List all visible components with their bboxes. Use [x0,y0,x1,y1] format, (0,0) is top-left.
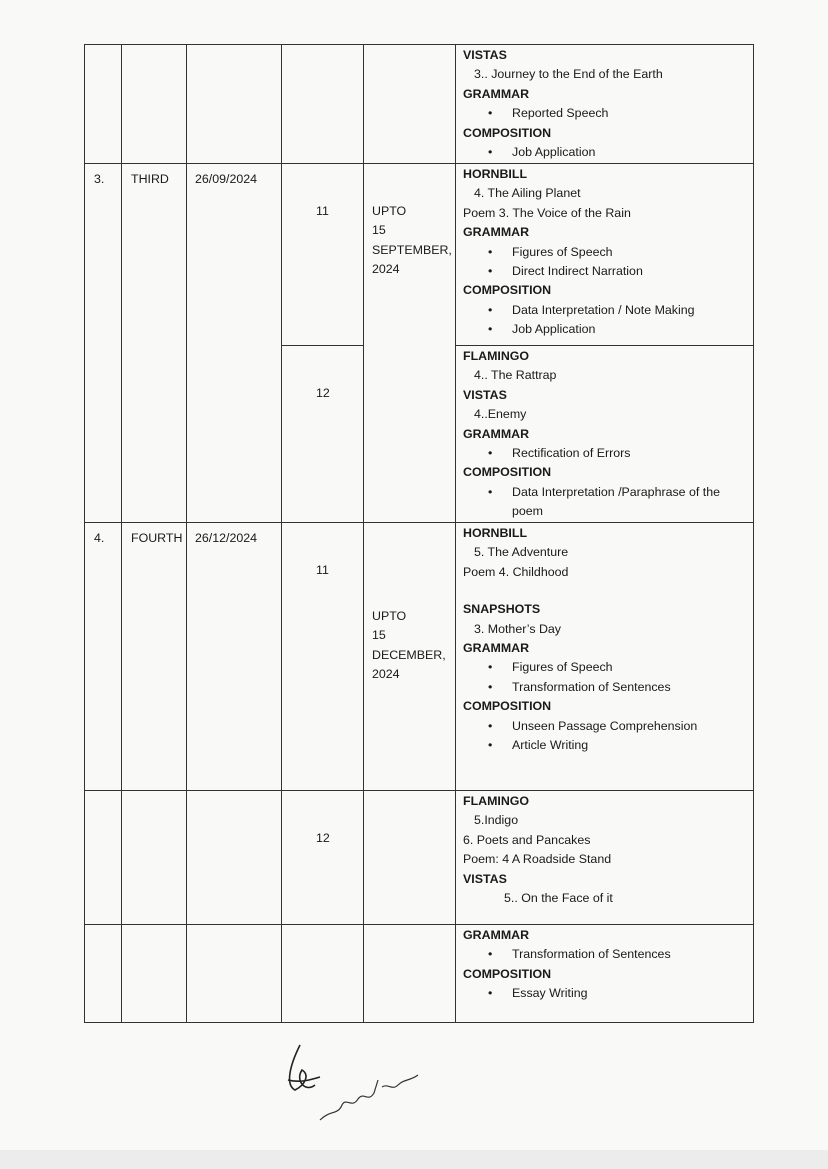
class-cell [281,163,364,346]
section-heading: VISTAS [463,871,507,886]
section-heading: HORNBILL [463,526,528,540]
syllabus-item: • Data Interpretation / Note Making [463,301,753,320]
syllabus-upto: UPTO [372,204,407,218]
syllabus-item: Poem 3. The Voice of the Rain [463,205,631,220]
syllabus-item: 5.. On the Face of it [504,890,613,905]
syllabus-item: 5. The Adventure [474,545,569,560]
syllabus-item: Poem: 4 A Roadside Stand [463,852,612,867]
date-cell [186,163,282,523]
section-heading: COMPOSITION [463,699,552,714]
table-cell [121,924,187,1023]
table-cell [186,522,282,791]
table-cell [121,790,187,925]
exam-date: 26/09/2024 [195,172,258,186]
term-name: THIRD [131,172,169,186]
syllabus-item: • Essay Writing [463,984,753,1003]
syllabus-item: Poem 4. Childhood [463,564,569,579]
section-heading: GRAMMAR [463,426,530,441]
syllabus-item: • Data Interpretation /Paraphrase of the [463,483,753,502]
syllabus-item: 5.Indigo [474,813,519,828]
syllabus-item: 6. Poets and Pancakes [463,832,591,847]
syllabus-item: • Figures of Speech [463,658,753,677]
term-cell [121,44,187,164]
table-cell [84,790,122,925]
syllabus-item: • Job Application [463,143,753,162]
section-heading: SNAPSHOTS [463,602,541,617]
sno-cell [84,163,122,523]
syllabus-item [463,582,753,600]
upto-cell [363,44,456,164]
section-heading: COMPOSITION [463,966,552,981]
syllabus-upto: SEPTEMBER, [372,242,452,257]
section-heading: FLAMINGO [463,349,530,363]
section-heading: COMPOSITION [463,465,552,480]
table-cell [84,522,122,791]
table-cell [186,790,282,925]
syllabus-item: 4. The Ailing Planet [474,186,581,201]
exam-date: 26/12/2024 [195,531,258,545]
syllabus-upto: 2024 [372,262,400,277]
term-name: FOURTH [131,531,183,545]
syllabus-item: 3.. Journey to the End of the Earth [474,67,663,82]
section-heading: HORNBILL [463,167,528,181]
table-cell [281,924,364,1023]
syllabus-item: 4..Enemy [474,407,527,422]
class-number: 11 [316,204,329,218]
table-cell [84,924,122,1023]
syllabus-item: • Reported Speech [463,104,753,123]
syllabus-upto: 15 [372,628,386,643]
section-heading: VISTAS [463,48,507,62]
date-cell [186,44,282,164]
syllabus-item: • Figures of Speech [463,243,753,262]
syllabus-content [463,46,753,162]
syllabus-item: 3. Mother’s Day [474,621,562,636]
syllabus-content [463,524,753,755]
section-heading: COMPOSITION [463,125,552,140]
syllabus-upto: UPTO [372,609,407,623]
table-cell [363,790,456,925]
syllabus-item: • Job Application [463,320,753,339]
section-heading: GRAMMAR [463,640,530,655]
sno-cell [84,44,122,164]
table-cell [281,790,364,925]
syllabus-content [463,926,753,1004]
syllabus-upto: 2024 [372,667,400,682]
syllabus-item: • Unseen Passage Comprehension [463,717,753,736]
class-cell [281,44,364,164]
class-number: 12 [316,831,330,845]
syllabus-item: • Transformation of Sentences [463,945,753,964]
class-cell [281,345,364,523]
table-cell [363,924,456,1023]
syllabus-upto: DECEMBER, [372,647,446,662]
scan-margin [0,1150,828,1169]
syllabus-content [463,165,753,340]
section-heading: COMPOSITION [463,283,552,298]
table-cell [121,522,187,791]
class-number: 12 [316,386,330,400]
syllabus-content [463,347,753,522]
section-heading: VISTAS [463,387,507,402]
table-cell [186,924,282,1023]
syllabus-item: • Article Writing [463,736,753,755]
syllabus-item: • Rectification of Errors [463,444,753,463]
syllabus-item: poem [512,504,543,519]
serial-number: 3. [94,172,105,186]
handwritten-signature [280,1035,430,1125]
serial-number: 4. [94,531,105,545]
syllabus-upto: 15 [372,223,386,238]
class-number: 11 [316,563,329,577]
syllabus-item: • Transformation of Sentences [463,678,753,697]
section-heading: GRAMMAR [463,86,530,101]
syllabus-item: • Direct Indirect Narration [463,262,753,281]
section-heading: FLAMINGO [463,794,530,808]
section-heading: GRAMMAR [463,928,530,942]
syllabus-content [463,792,753,908]
syllabus-item: 4.. The Rattrap [474,368,557,383]
term-cell [121,163,187,523]
section-heading: GRAMMAR [463,225,530,240]
